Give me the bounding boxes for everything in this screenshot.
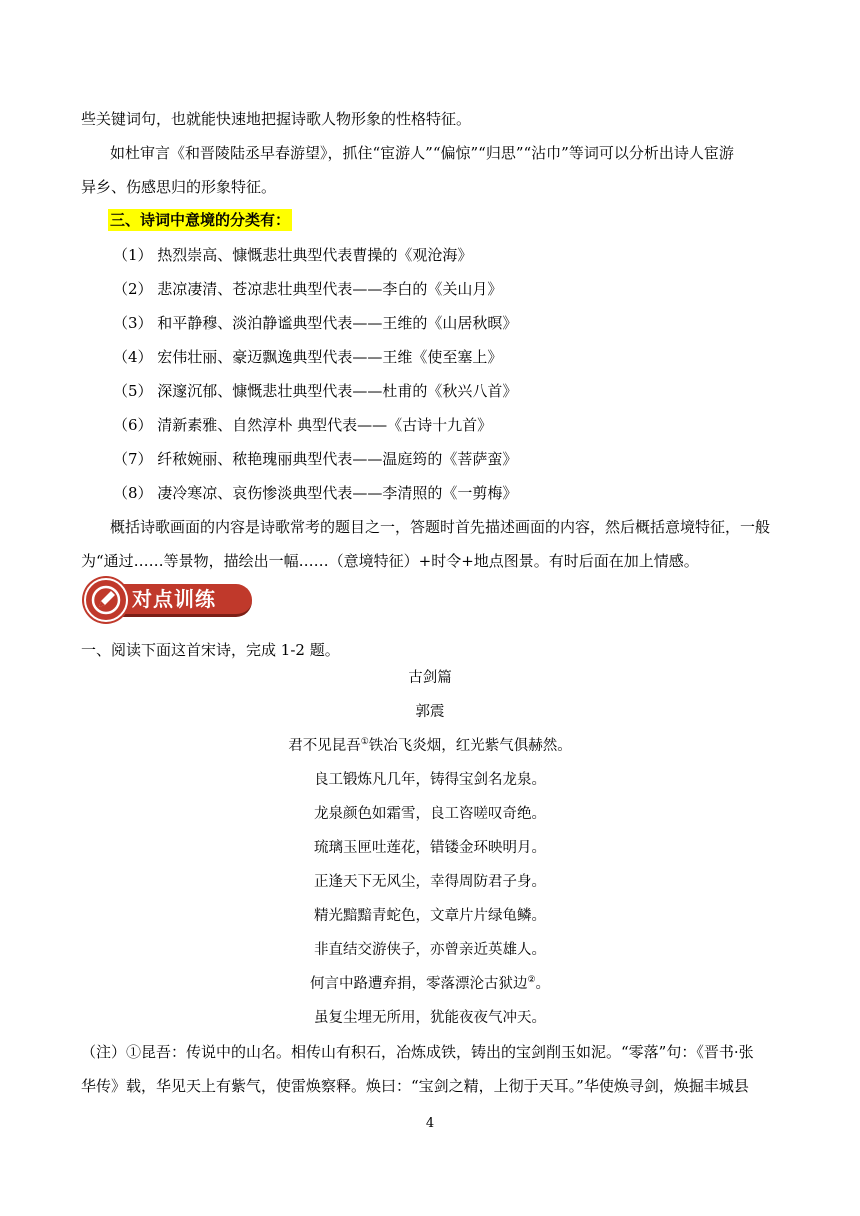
example-paragraph-line1: 如杜审言《和晋陵陆丞早春游望》，抓住“宦游人”“偏惊”“归思”“沾巾”等词可以分析出诗人宦游 [110,144,734,162]
section-heading: 三、诗词中意境的分类有： [110,211,291,229]
footnote-marker-1: ① [360,737,369,748]
summary-paragraph-line1: 概括诗歌画面的内容是诗歌常考的题目之一，答题时首先描述画面的内容，然后概括意境特征，一般 [110,518,771,536]
poem-author: 郭震 [415,704,445,720]
section-heading-wrapper [108,209,292,231]
footnote-marker-2: ② [527,975,536,986]
poem-line-7: 非直结交游侠子，亦曾亲近英雄人。 [314,942,546,958]
poem-title: 古剑篇 [408,670,452,686]
category-item-5: （5） 深邃沉郁、慷慨悲壮典型代表——杜甫的《秋兴八首》 [113,382,518,400]
poem-line-8-part-a: 何言中路遭弃捐，零落漂沦古狱边 [309,976,528,992]
category-item-2: （2） 悲凉凄清、苍凉悲壮典型代表——李白的《关山月》 [113,280,503,298]
category-item-7: （7） 纤秾婉丽、秾艳瑰丽典型代表——温庭筠的《菩萨蛮》 [113,450,518,468]
summary-paragraph-line2: 为“通过……等景物，描绘出一幅……（意境特征）+时令+地点图景。有时后面在加上情感。 [81,552,699,570]
category-item-3: （3） 和平静穆、淡泊静谧典型代表——王维的《山居秋暝》 [113,314,518,332]
annotation-line2: 华传》载，华见天上有紫气，使雷焕察释。焕曰：“宝剑之精，上彻于天耳。”华使焕寻剑，焕掘丰城县 [81,1077,749,1095]
poem-line-9: 虽复尘埋无所用，犹能夜夜气冲天。 [314,1010,546,1026]
poem-line-1 [0,736,860,756]
poem-line-1-part-b: 铁冶飞炎烟，红光紫气俱赫然。 [368,738,572,754]
poem-line-6: 精光黯黯青蛇色，文章片片绿龟鳞。 [314,908,546,924]
category-item-8: （8） 凄冷寒凉、哀伤惨淡典型代表——李清照的《一剪梅》 [113,484,518,502]
practice-banner [84,578,254,620]
poem-line-1-part-a: 君不见昆吾 [288,738,361,754]
category-item-6: （6） 清新素雅、自然淳朴 典型代表——《古诗十九首》 [113,416,493,434]
banner-label: 对点训练 [132,587,216,611]
category-item-4: （4） 宏伟壮丽、豪迈飘逸典型代表——王维《使至塞上》 [113,348,503,366]
category-item-1: （1） 热烈崇高、慷慨悲壮典型代表曹操的《观沧海》 [113,246,473,264]
example-paragraph-line2: 异乡、伤感思归的形象特征。 [81,178,277,196]
poem-line-5: 正逢天下无风尘，幸得周防君子身。 [314,874,546,890]
poem-line-4: 琉璃玉匣吐莲花，错镂金环映明月。 [314,840,546,856]
poem-line-3: 龙泉颜色如霜雪，良工咨嗟叹奇绝。 [314,806,546,822]
page-number: 4 [425,1116,435,1131]
question-intro: 一、阅读下面这首宋诗，完成 1-2 题。 [81,641,340,659]
annotation-line1: （注）①昆吾：传说中的山名。相传山有积石，冶炼成铁，铸出的宝剑削玉如泥。“零落”句：《晋书·张 [81,1043,754,1061]
pencil-icon [84,578,128,622]
poem-line-8-part-b: 。 [535,976,551,992]
poem-line-8 [0,974,860,994]
intro-tail-paragraph: 些关键词句，也就能快速地把握诗歌人物形象的性格特征。 [81,110,472,128]
poem-line-2: 良工锻炼凡几年，铸得宝剑名龙泉。 [314,772,546,788]
